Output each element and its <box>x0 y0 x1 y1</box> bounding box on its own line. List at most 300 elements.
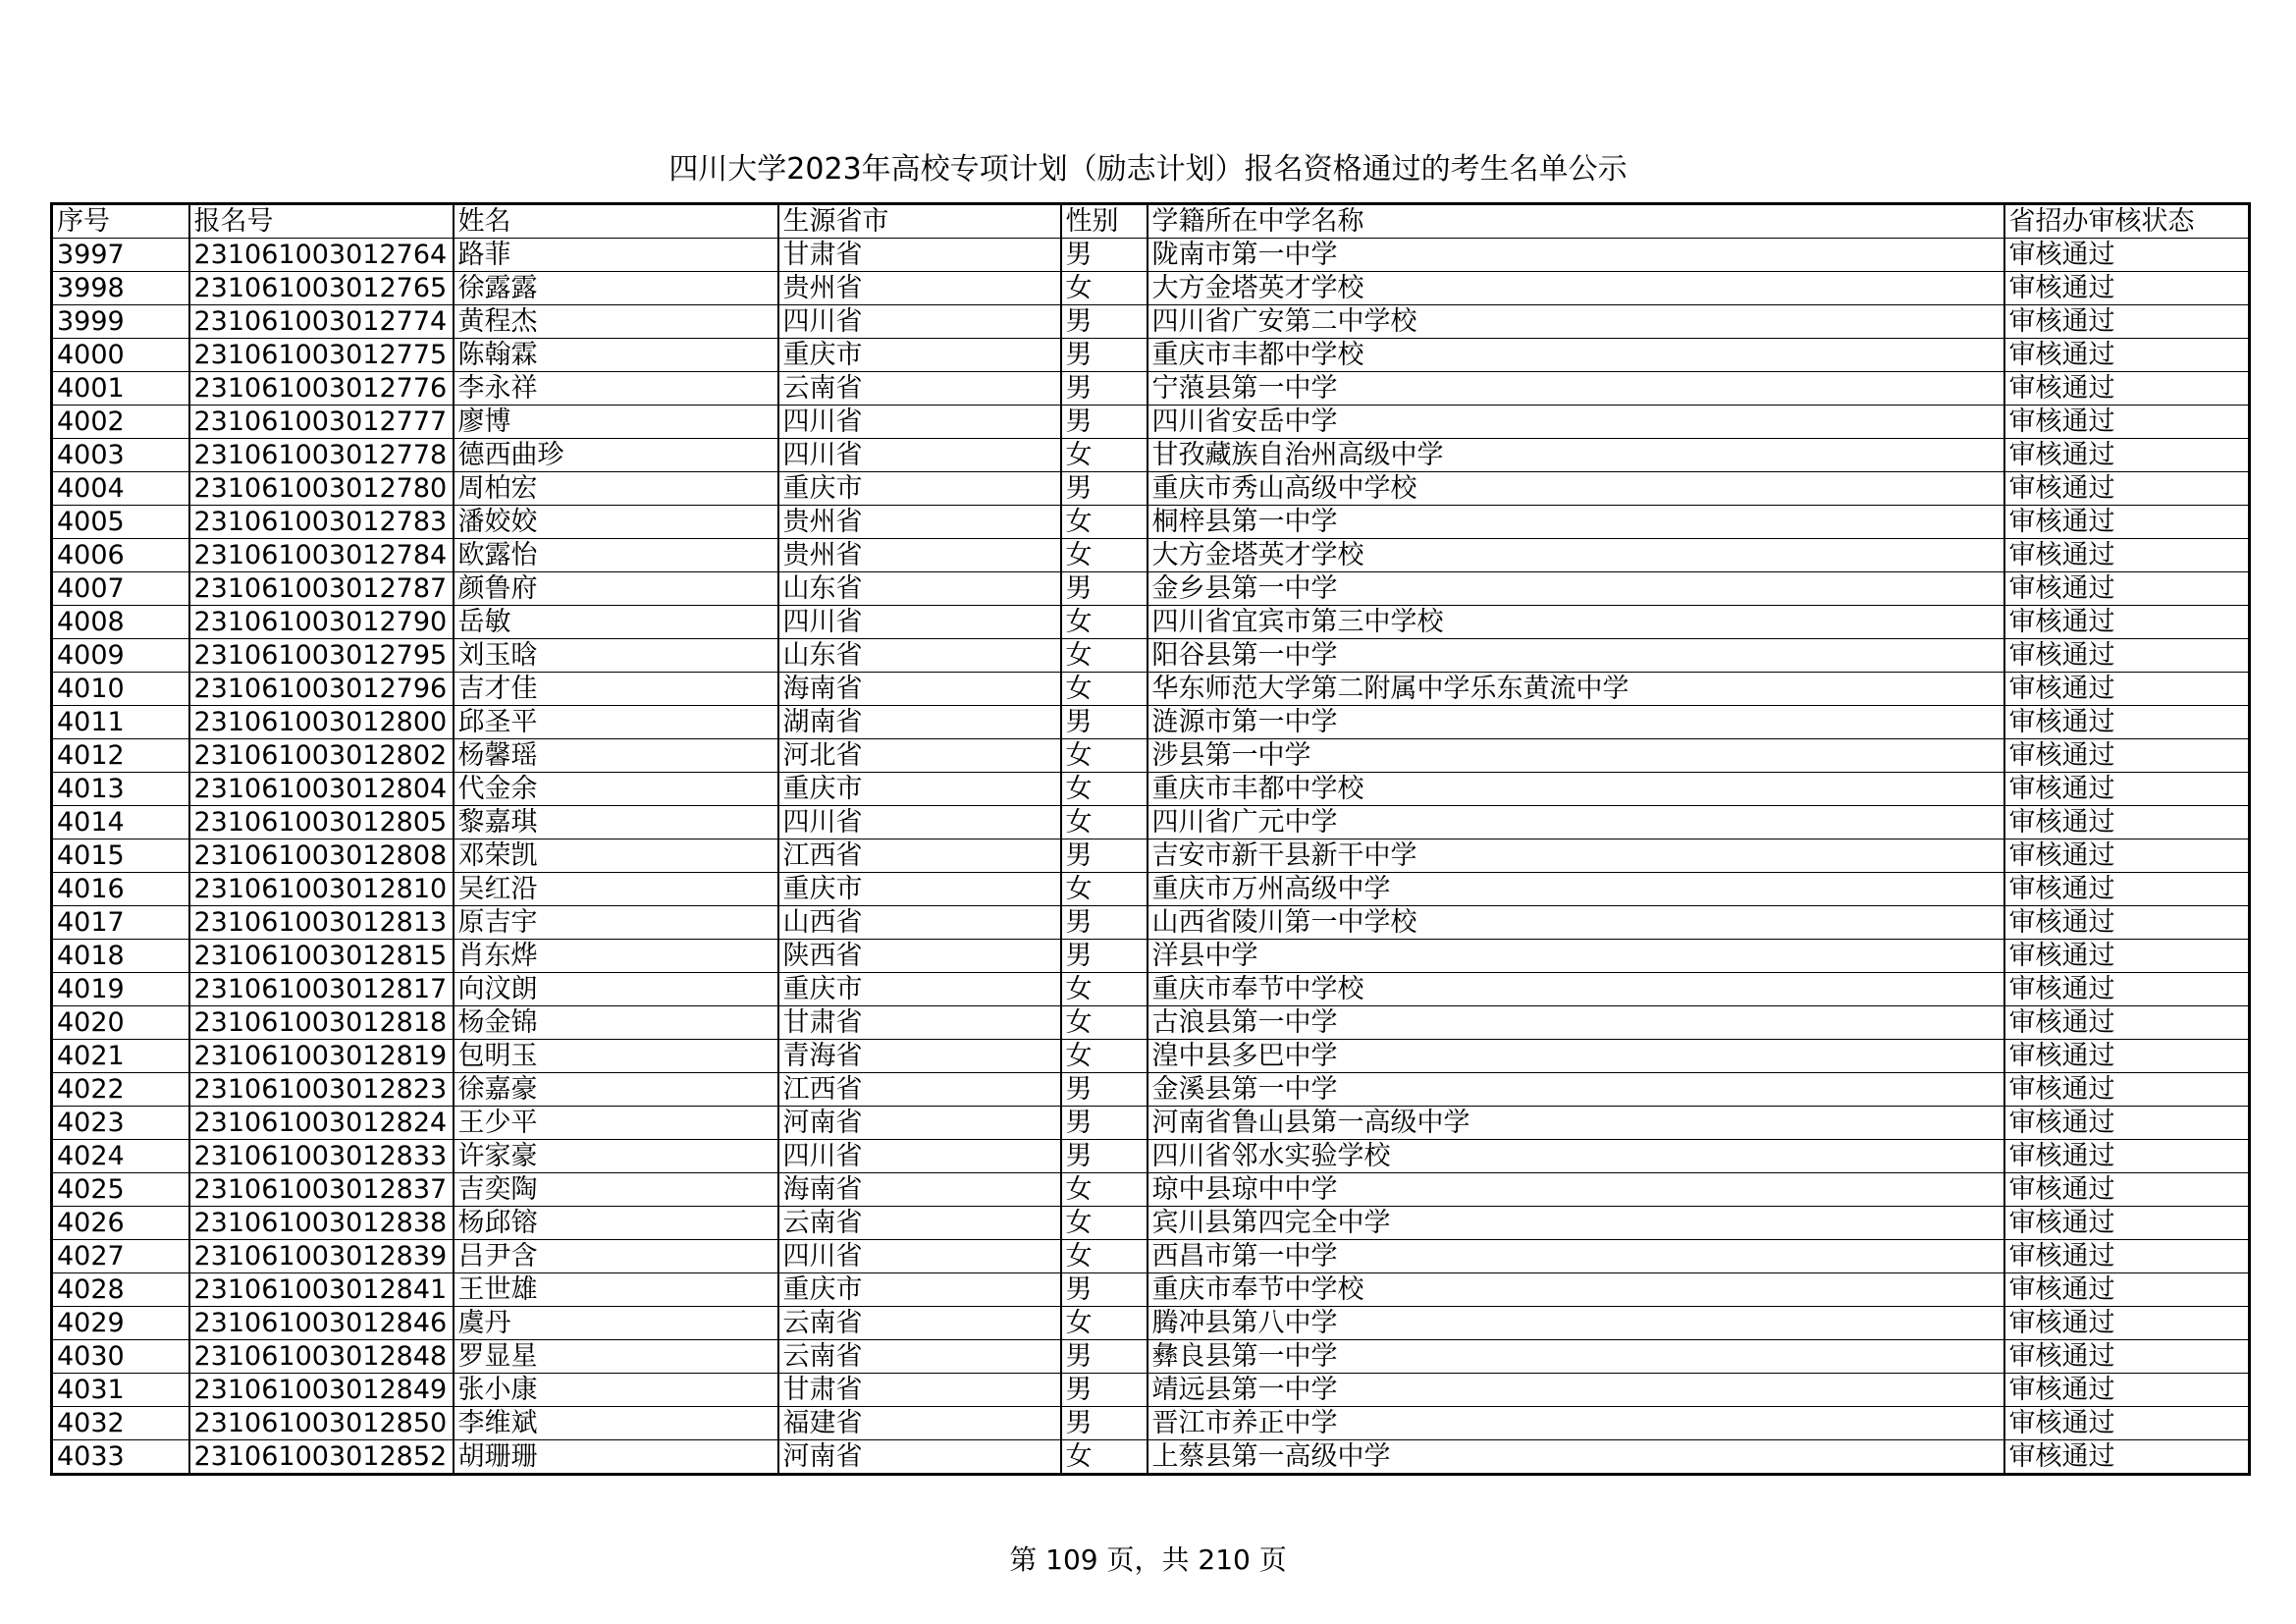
cell-name: 杨馨瑶 <box>454 739 778 773</box>
cell-school: 洋县中学 <box>1148 940 2004 973</box>
cell-school: 古浪县第一中学 <box>1148 1006 2004 1040</box>
cell-review-status: 审核通过 <box>2004 773 2250 806</box>
cell-name: 王世雄 <box>454 1273 778 1307</box>
table-row <box>52 1440 2250 1475</box>
cell-serial: 4026 <box>52 1207 189 1240</box>
cell-serial: 4017 <box>52 906 189 940</box>
cell-gender: 女 <box>1061 673 1148 706</box>
cell-registration-number: 231061003012810 <box>189 873 454 906</box>
cell-gender: 男 <box>1061 1073 1148 1107</box>
table-row <box>52 873 2250 906</box>
table-row <box>52 1006 2250 1040</box>
cell-registration-number: 231061003012764 <box>189 239 454 272</box>
cell-name: 徐嘉豪 <box>454 1073 778 1107</box>
cell-province: 贵州省 <box>778 539 1061 572</box>
table-row <box>52 439 2250 472</box>
cell-province: 四川省 <box>778 305 1061 339</box>
cell-gender: 女 <box>1061 606 1148 639</box>
cell-name: 张小康 <box>454 1374 778 1407</box>
cell-province: 河南省 <box>778 1107 1061 1140</box>
cell-registration-number: 231061003012808 <box>189 839 454 873</box>
cell-review-status: 审核通过 <box>2004 339 2250 372</box>
cell-gender: 男 <box>1061 706 1148 739</box>
table-row <box>52 706 2250 739</box>
cell-gender: 女 <box>1061 1040 1148 1073</box>
cell-registration-number: 231061003012819 <box>189 1040 454 1073</box>
cell-serial: 4032 <box>52 1407 189 1440</box>
cell-school: 彝良县第一中学 <box>1148 1340 2004 1374</box>
table-row <box>52 372 2250 406</box>
cell-gender: 男 <box>1061 472 1148 506</box>
table-row <box>52 773 2250 806</box>
cell-serial: 4025 <box>52 1173 189 1207</box>
cell-gender: 男 <box>1061 1140 1148 1173</box>
cell-gender: 女 <box>1061 1240 1148 1273</box>
table-row <box>52 940 2250 973</box>
cell-gender: 女 <box>1061 272 1148 305</box>
cell-school: 宁蒗县第一中学 <box>1148 372 2004 406</box>
cell-school: 重庆市万州高级中学 <box>1148 873 2004 906</box>
cell-name: 徐露露 <box>454 272 778 305</box>
cell-registration-number: 231061003012783 <box>189 506 454 539</box>
cell-school: 重庆市丰都中学校 <box>1148 339 2004 372</box>
cell-registration-number: 231061003012846 <box>189 1307 454 1340</box>
cell-school: 涟源市第一中学 <box>1148 706 2004 739</box>
cell-province: 云南省 <box>778 1307 1061 1340</box>
table-row <box>52 1073 2250 1107</box>
cell-province: 甘肃省 <box>778 1374 1061 1407</box>
cell-gender: 女 <box>1061 639 1148 673</box>
cell-review-status: 审核通过 <box>2004 1107 2250 1140</box>
table-row <box>52 339 2250 372</box>
cell-review-status: 审核通过 <box>2004 1440 2250 1475</box>
cell-school: 四川省广安第二中学校 <box>1148 305 2004 339</box>
cell-review-status: 审核通过 <box>2004 1307 2250 1340</box>
cell-school: 华东师范大学第二附属中学乐东黄流中学 <box>1148 673 2004 706</box>
cell-name: 欧露怡 <box>454 539 778 572</box>
cell-review-status: 审核通过 <box>2004 1240 2250 1273</box>
cell-registration-number: 231061003012833 <box>189 1140 454 1173</box>
cell-gender: 女 <box>1061 1173 1148 1207</box>
column-header-school: 学籍所在中学名称 <box>1148 204 2004 239</box>
cell-name: 原吉宇 <box>454 906 778 940</box>
cell-school: 四川省邻水实验学校 <box>1148 1140 2004 1173</box>
cell-name: 周柏宏 <box>454 472 778 506</box>
table-row <box>52 1340 2250 1374</box>
cell-serial: 4010 <box>52 673 189 706</box>
cell-registration-number: 231061003012849 <box>189 1374 454 1407</box>
cell-review-status: 审核通过 <box>2004 873 2250 906</box>
table-row <box>52 272 2250 305</box>
cell-review-status: 审核通过 <box>2004 1207 2250 1240</box>
cell-school: 甘孜藏族自治州高级中学 <box>1148 439 2004 472</box>
cell-review-status: 审核通过 <box>2004 906 2250 940</box>
cell-gender: 女 <box>1061 539 1148 572</box>
cell-gender: 男 <box>1061 940 1148 973</box>
cell-review-status: 审核通过 <box>2004 606 2250 639</box>
cell-serial: 4009 <box>52 639 189 673</box>
cell-serial: 4021 <box>52 1040 189 1073</box>
cell-review-status: 审核通过 <box>2004 940 2250 973</box>
cell-school: 桐梓县第一中学 <box>1148 506 2004 539</box>
cell-review-status: 审核通过 <box>2004 806 2250 839</box>
cell-review-status: 审核通过 <box>2004 739 2250 773</box>
cell-school: 金乡县第一中学 <box>1148 572 2004 606</box>
table-row <box>52 806 2250 839</box>
cell-gender: 女 <box>1061 739 1148 773</box>
cell-gender: 男 <box>1061 1374 1148 1407</box>
cell-province: 四川省 <box>778 606 1061 639</box>
cell-review-status: 审核通过 <box>2004 439 2250 472</box>
cell-school: 四川省宜宾市第三中学校 <box>1148 606 2004 639</box>
cell-school: 重庆市奉节中学校 <box>1148 973 2004 1006</box>
table-row <box>52 472 2250 506</box>
cell-school: 涉县第一中学 <box>1148 739 2004 773</box>
cell-province: 四川省 <box>778 1140 1061 1173</box>
cell-registration-number: 231061003012795 <box>189 639 454 673</box>
cell-gender: 女 <box>1061 506 1148 539</box>
cell-registration-number: 231061003012780 <box>189 472 454 506</box>
table-row <box>52 539 2250 572</box>
cell-review-status: 审核通过 <box>2004 239 2250 272</box>
cell-serial: 4019 <box>52 973 189 1006</box>
cell-province: 四川省 <box>778 1240 1061 1273</box>
cell-school: 湟中县多巴中学 <box>1148 1040 2004 1073</box>
cell-gender: 男 <box>1061 406 1148 439</box>
cell-province: 重庆市 <box>778 773 1061 806</box>
table-row <box>52 1107 2250 1140</box>
cell-province: 重庆市 <box>778 472 1061 506</box>
cell-name: 邓荣凯 <box>454 839 778 873</box>
cell-name: 代金余 <box>454 773 778 806</box>
cell-province: 山西省 <box>778 906 1061 940</box>
cell-registration-number: 231061003012852 <box>189 1440 454 1475</box>
cell-serial: 4013 <box>52 773 189 806</box>
table-row <box>52 906 2250 940</box>
cell-name: 包明玉 <box>454 1040 778 1073</box>
table-row <box>52 606 2250 639</box>
cell-serial: 4030 <box>52 1340 189 1374</box>
cell-name: 黄程杰 <box>454 305 778 339</box>
cell-registration-number: 231061003012774 <box>189 305 454 339</box>
cell-registration-number: 231061003012818 <box>189 1006 454 1040</box>
cell-registration-number: 231061003012800 <box>189 706 454 739</box>
cell-gender: 男 <box>1061 572 1148 606</box>
cell-province: 云南省 <box>778 372 1061 406</box>
cell-serial: 4002 <box>52 406 189 439</box>
cell-gender: 男 <box>1061 906 1148 940</box>
table-row <box>52 406 2250 439</box>
cell-gender: 男 <box>1061 239 1148 272</box>
cell-province: 河北省 <box>778 739 1061 773</box>
cell-registration-number: 231061003012805 <box>189 806 454 839</box>
cell-review-status: 审核通过 <box>2004 1407 2250 1440</box>
cell-serial: 4012 <box>52 739 189 773</box>
cell-registration-number: 231061003012765 <box>189 272 454 305</box>
cell-school: 四川省广元中学 <box>1148 806 2004 839</box>
table-row <box>52 839 2250 873</box>
cell-school: 靖远县第一中学 <box>1148 1374 2004 1407</box>
cell-province: 海南省 <box>778 1173 1061 1207</box>
cell-serial: 4000 <box>52 339 189 372</box>
cell-registration-number: 231061003012802 <box>189 739 454 773</box>
cell-school: 四川省安岳中学 <box>1148 406 2004 439</box>
cell-province: 四川省 <box>778 806 1061 839</box>
cell-review-status: 审核通过 <box>2004 1273 2250 1307</box>
cell-registration-number: 231061003012796 <box>189 673 454 706</box>
cell-province: 云南省 <box>778 1207 1061 1240</box>
cell-review-status: 审核通过 <box>2004 639 2250 673</box>
cell-name: 岳敏 <box>454 606 778 639</box>
cell-school: 山西省陵川第一中学校 <box>1148 906 2004 940</box>
cell-school: 大方金塔英才学校 <box>1148 272 2004 305</box>
cell-province: 云南省 <box>778 1340 1061 1374</box>
cell-review-status: 审核通过 <box>2004 673 2250 706</box>
cell-province: 四川省 <box>778 406 1061 439</box>
table-row <box>52 1307 2250 1340</box>
table-row <box>52 1240 2250 1273</box>
cell-province: 河南省 <box>778 1440 1061 1475</box>
cell-name: 陈翰霖 <box>454 339 778 372</box>
table-row <box>52 305 2250 339</box>
cell-province: 江西省 <box>778 1073 1061 1107</box>
cell-school: 晋江市养正中学 <box>1148 1407 2004 1440</box>
table-row <box>52 506 2250 539</box>
cell-serial: 4028 <box>52 1273 189 1307</box>
table-row <box>52 1207 2250 1240</box>
table-row <box>52 1173 2250 1207</box>
cell-gender: 女 <box>1061 1307 1148 1340</box>
table-row <box>52 239 2250 272</box>
cell-review-status: 审核通过 <box>2004 973 2250 1006</box>
cell-review-status: 审核通过 <box>2004 406 2250 439</box>
cell-serial: 3998 <box>52 272 189 305</box>
column-header-serial: 序号 <box>52 204 189 239</box>
cell-school: 重庆市秀山高级中学校 <box>1148 472 2004 506</box>
cell-serial: 4033 <box>52 1440 189 1475</box>
cell-registration-number: 231061003012784 <box>189 539 454 572</box>
column-header-province: 生源省市 <box>778 204 1061 239</box>
cell-school: 大方金塔英才学校 <box>1148 539 2004 572</box>
cell-serial: 4005 <box>52 506 189 539</box>
cell-review-status: 审核通过 <box>2004 706 2250 739</box>
cell-registration-number: 231061003012790 <box>189 606 454 639</box>
cell-gender: 男 <box>1061 305 1148 339</box>
cell-gender: 男 <box>1061 372 1148 406</box>
table-row <box>52 1040 2250 1073</box>
cell-serial: 4006 <box>52 539 189 572</box>
cell-gender: 男 <box>1061 839 1148 873</box>
table-row <box>52 1407 2250 1440</box>
cell-province: 甘肃省 <box>778 1006 1061 1040</box>
cell-serial: 4024 <box>52 1140 189 1173</box>
cell-name: 吴红沿 <box>454 873 778 906</box>
cell-registration-number: 231061003012817 <box>189 973 454 1006</box>
cell-name: 王少平 <box>454 1107 778 1140</box>
cell-gender: 女 <box>1061 1440 1148 1475</box>
cell-school: 吉安市新干县新干中学 <box>1148 839 2004 873</box>
cell-province: 贵州省 <box>778 506 1061 539</box>
cell-serial: 4014 <box>52 806 189 839</box>
cell-registration-number: 231061003012787 <box>189 572 454 606</box>
cell-review-status: 审核通过 <box>2004 1073 2250 1107</box>
column-header-registration-number: 报名号 <box>189 204 454 239</box>
column-header-review-status: 省招办审核状态 <box>2004 204 2250 239</box>
table-row <box>52 673 2250 706</box>
cell-review-status: 审核通过 <box>2004 539 2250 572</box>
table-row <box>52 639 2250 673</box>
cell-name: 吉才佳 <box>454 673 778 706</box>
cell-serial: 4015 <box>52 839 189 873</box>
cell-gender: 男 <box>1061 1273 1148 1307</box>
cell-province: 青海省 <box>778 1040 1061 1073</box>
cell-name: 胡珊珊 <box>454 1440 778 1475</box>
cell-registration-number: 231061003012815 <box>189 940 454 973</box>
cell-school: 腾冲县第八中学 <box>1148 1307 2004 1340</box>
cell-review-status: 审核通过 <box>2004 1006 2250 1040</box>
cell-serial: 4011 <box>52 706 189 739</box>
cell-gender: 女 <box>1061 1207 1148 1240</box>
cell-name: 罗显星 <box>454 1340 778 1374</box>
cell-province: 山东省 <box>778 572 1061 606</box>
cell-gender: 女 <box>1061 806 1148 839</box>
cell-serial: 3999 <box>52 305 189 339</box>
column-header-name: 姓名 <box>454 204 778 239</box>
cell-province: 贵州省 <box>778 272 1061 305</box>
cell-serial: 4016 <box>52 873 189 906</box>
cell-registration-number: 231061003012778 <box>189 439 454 472</box>
cell-gender: 女 <box>1061 439 1148 472</box>
cell-name: 刘玉晗 <box>454 639 778 673</box>
cell-province: 海南省 <box>778 673 1061 706</box>
cell-gender: 男 <box>1061 1407 1148 1440</box>
cell-province: 重庆市 <box>778 339 1061 372</box>
cell-name: 吉奕陶 <box>454 1173 778 1207</box>
cell-registration-number: 231061003012804 <box>189 773 454 806</box>
cell-name: 向汶朗 <box>454 973 778 1006</box>
cell-name: 潘姣姣 <box>454 506 778 539</box>
table-row <box>52 1140 2250 1173</box>
cell-gender: 男 <box>1061 1107 1148 1140</box>
cell-school: 阳谷县第一中学 <box>1148 639 2004 673</box>
cell-school: 金溪县第一中学 <box>1148 1073 2004 1107</box>
cell-name: 路菲 <box>454 239 778 272</box>
cell-review-status: 审核通过 <box>2004 1040 2250 1073</box>
cell-name: 李永祥 <box>454 372 778 406</box>
cell-serial: 4008 <box>52 606 189 639</box>
cell-review-status: 审核通过 <box>2004 1374 2250 1407</box>
cell-province: 重庆市 <box>778 873 1061 906</box>
cell-school: 西昌市第一中学 <box>1148 1240 2004 1273</box>
cell-gender: 男 <box>1061 1340 1148 1374</box>
cell-school: 上蔡县第一高级中学 <box>1148 1440 2004 1475</box>
table-row <box>52 1374 2250 1407</box>
cell-name: 德西曲珍 <box>454 439 778 472</box>
cell-name: 虞丹 <box>454 1307 778 1340</box>
cell-name: 颜鲁府 <box>454 572 778 606</box>
cell-province: 重庆市 <box>778 1273 1061 1307</box>
cell-serial: 4003 <box>52 439 189 472</box>
cell-registration-number: 231061003012775 <box>189 339 454 372</box>
cell-name: 吕尹含 <box>454 1240 778 1273</box>
cell-province: 重庆市 <box>778 973 1061 1006</box>
candidate-table <box>50 202 2251 1476</box>
cell-province: 江西省 <box>778 839 1061 873</box>
cell-gender: 女 <box>1061 773 1148 806</box>
cell-serial: 4029 <box>52 1307 189 1340</box>
cell-registration-number: 231061003012837 <box>189 1173 454 1207</box>
table-row <box>52 739 2250 773</box>
cell-registration-number: 231061003012839 <box>189 1240 454 1273</box>
cell-serial: 4007 <box>52 572 189 606</box>
cell-serial: 4027 <box>52 1240 189 1273</box>
cell-registration-number: 231061003012776 <box>189 372 454 406</box>
cell-registration-number: 231061003012841 <box>189 1273 454 1307</box>
cell-registration-number: 231061003012824 <box>189 1107 454 1140</box>
cell-review-status: 审核通过 <box>2004 372 2250 406</box>
cell-registration-number: 231061003012850 <box>189 1407 454 1440</box>
cell-gender: 女 <box>1061 973 1148 1006</box>
cell-serial: 4020 <box>52 1006 189 1040</box>
page-footer: 第 109 页，共 210 页 <box>1009 1543 1287 1576</box>
cell-review-status: 审核通过 <box>2004 472 2250 506</box>
cell-gender: 男 <box>1061 339 1148 372</box>
cell-school: 陇南市第一中学 <box>1148 239 2004 272</box>
cell-review-status: 审核通过 <box>2004 272 2250 305</box>
cell-registration-number: 231061003012777 <box>189 406 454 439</box>
cell-registration-number: 231061003012838 <box>189 1207 454 1240</box>
table-row <box>52 973 2250 1006</box>
cell-name: 杨邱镕 <box>454 1207 778 1240</box>
cell-name: 许家豪 <box>454 1140 778 1173</box>
cell-province: 四川省 <box>778 439 1061 472</box>
cell-school: 宾川县第四完全中学 <box>1148 1207 2004 1240</box>
table-row <box>52 1273 2250 1307</box>
cell-serial: 4031 <box>52 1374 189 1407</box>
cell-registration-number: 231061003012813 <box>189 906 454 940</box>
cell-name: 杨金锦 <box>454 1006 778 1040</box>
cell-name: 廖博 <box>454 406 778 439</box>
cell-gender: 女 <box>1061 873 1148 906</box>
cell-province: 甘肃省 <box>778 239 1061 272</box>
cell-province: 湖南省 <box>778 706 1061 739</box>
cell-school: 河南省鲁山县第一高级中学 <box>1148 1107 2004 1140</box>
cell-serial: 4004 <box>52 472 189 506</box>
cell-serial: 4018 <box>52 940 189 973</box>
cell-serial: 3997 <box>52 239 189 272</box>
cell-gender: 女 <box>1061 1006 1148 1040</box>
page-title: 四川大学2023年高校专项计划（励志计划）报名资格通过的考生名单公示 <box>668 152 1628 187</box>
cell-review-status: 审核通过 <box>2004 1140 2250 1173</box>
cell-school: 重庆市丰都中学校 <box>1148 773 2004 806</box>
cell-review-status: 审核通过 <box>2004 839 2250 873</box>
cell-name: 李维斌 <box>454 1407 778 1440</box>
cell-review-status: 审核通过 <box>2004 572 2250 606</box>
cell-review-status: 审核通过 <box>2004 1340 2250 1374</box>
table-header-row <box>52 204 2250 239</box>
cell-school: 琼中县琼中中学 <box>1148 1173 2004 1207</box>
cell-serial: 4001 <box>52 372 189 406</box>
cell-province: 山东省 <box>778 639 1061 673</box>
cell-registration-number: 231061003012823 <box>189 1073 454 1107</box>
cell-school: 重庆市奉节中学校 <box>1148 1273 2004 1307</box>
cell-review-status: 审核通过 <box>2004 1173 2250 1207</box>
cell-review-status: 审核通过 <box>2004 506 2250 539</box>
cell-serial: 4022 <box>52 1073 189 1107</box>
cell-serial: 4023 <box>52 1107 189 1140</box>
cell-registration-number: 231061003012848 <box>189 1340 454 1374</box>
cell-name: 邱圣平 <box>454 706 778 739</box>
